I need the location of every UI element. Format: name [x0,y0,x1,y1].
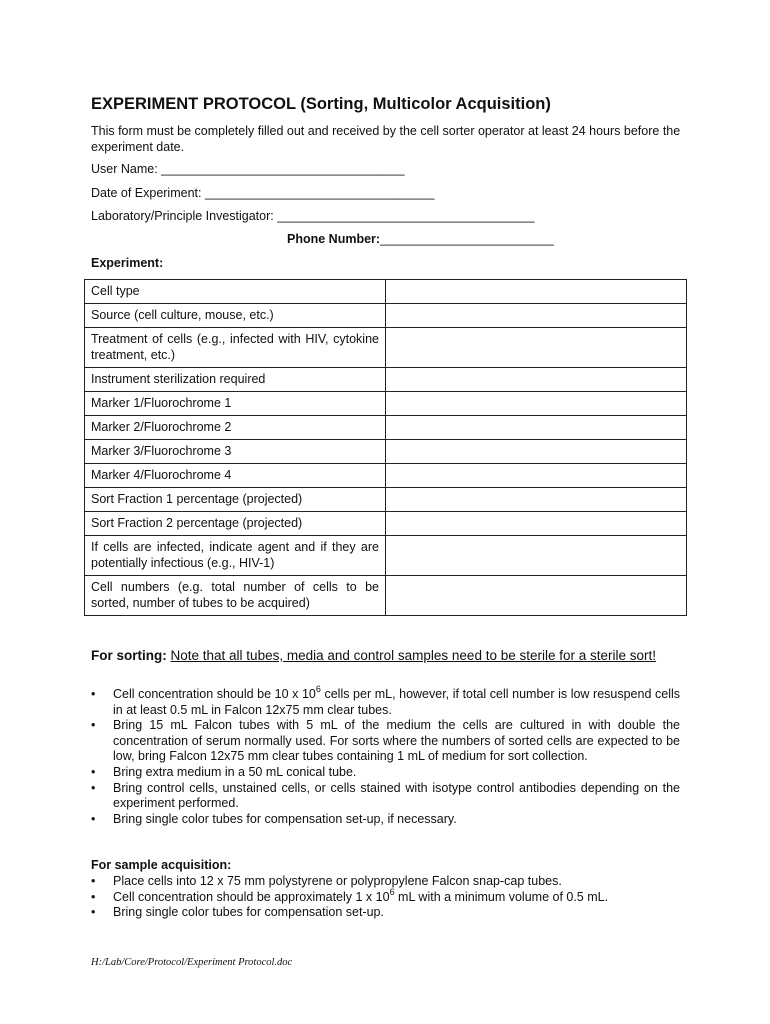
list-item [91,684,680,718]
list-item [91,718,680,765]
row-value [386,416,687,440]
list-item [91,874,680,890]
phone-number-label: Phone Number: [287,232,381,246]
row-label: Cell type [85,280,386,304]
table-row [85,328,687,368]
row-value [386,488,687,512]
user-name-field: User Name: ___________________________________ [91,162,405,176]
phone-number-field [287,232,554,246]
row-label: Cell numbers (e.g. total number of cells to be sorted, number of tubes to be acquired) [85,576,386,616]
row-value [386,304,687,328]
table-row [85,512,687,536]
row-value [386,512,687,536]
bullet-text: Bring control cells, unstained cells, or cells stained with isotype control antibodies depending on the experiment performed. [113,780,680,811]
row-value [386,368,687,392]
row-label: Sort Fraction 1 percentage (projected) [85,488,386,512]
file-path-footer: H:/Lab/Core/Protocol/Experiment Protocol.doc [91,957,293,968]
bullet-text-post: mL with a minimum volume of 0.5 mL. [394,889,609,904]
bullet-icon: • [91,889,96,904]
list-item [91,812,680,828]
row-label: Sort Fraction 2 percentage (projected) [85,512,386,536]
sorting-bullet-list [91,684,680,827]
list-item [91,781,680,812]
exponent: 6 [389,886,395,897]
experiment-label: Experiment: [91,256,164,270]
list-item [91,765,680,781]
row-value [386,536,687,576]
bullet-icon: • [91,811,96,826]
bullet-text-pre: Cell concentration should be 10 x 10 [113,687,316,701]
row-label: Marker 4/Fluorochrome 4 [85,464,386,488]
row-label: If cells are infected, indicate agent and if they are potentially infectious (e.g., HIV-1) [85,536,386,576]
bullet-text: Place cells into 12 x 75 mm polystyrene or polypropylene Falcon snap-cap tubes. [113,874,562,888]
row-value [386,464,687,488]
table-row [85,416,687,440]
sorting-heading [91,648,680,664]
bullet-text-pre: Cell concentration should be approximately 1 x 10 [113,889,390,904]
row-label: Instrument sterilization required [85,368,386,392]
list-item [91,905,680,921]
experiment-date-field: Date of Experiment: _________________________________ [91,186,435,200]
phone-number-line: _________________________ [380,232,554,246]
bullet-text: Bring single color tubes for compensation set-up, if necessary. [113,811,457,826]
row-label: Treatment of cells (e.g., infected with HIV, cytokine treatment, etc.) [85,328,386,368]
bullet-icon: • [91,718,96,733]
row-value [386,576,687,616]
acquisition-label: For sample acquisition: [91,858,232,872]
exponent: 6 [315,684,321,694]
bullet-text: Bring extra medium in a 50 mL conical tube. [113,764,357,779]
row-value [386,440,687,464]
table-row [85,488,687,512]
row-label: Marker 2/Fluorochrome 2 [85,416,386,440]
table-row [85,304,687,328]
experiment-table [84,279,687,616]
table-row [85,464,687,488]
document-title: EXPERIMENT PROTOCOL (Sorting, Multicolor Acquisition) [91,95,551,113]
bullet-icon: • [91,780,96,795]
table-row [85,368,687,392]
lab-pi-field: Laboratory/Principle Investigator: _____________________________________ [91,209,535,223]
row-label: Marker 1/Fluorochrome 1 [85,392,386,416]
table-row [85,392,687,416]
bullet-text: Bring single color tubes for compensation set-up. [113,905,384,920]
row-label: Marker 3/Fluorochrome 3 [85,440,386,464]
bullet-icon: • [91,905,96,920]
bullet-icon: • [91,764,96,779]
sorting-label: For sorting: [91,648,167,663]
table-row [85,536,687,576]
table-row [85,576,687,616]
row-value [386,392,687,416]
acquisition-bullet-list [91,874,680,921]
sterile-note: Note that all tubes, media and control samples need to be sterile for a sterile sort! [170,648,657,663]
table-row [85,280,687,304]
list-item [91,886,680,906]
bullet-text: Bring 15 mL Falcon tubes with 5 mL of the medium the cells are cultured in with double the concentration of serum normally used. For sorts where the numbers of sorted cells are expected to be low, bring Falcon 12x75 mm clear tubes containing 1 mL of medium for sort collection. [113,718,680,764]
row-value [386,280,687,304]
bullet-icon: • [91,874,96,888]
table-row [85,440,687,464]
row-label: Source (cell culture, mouse, etc.) [85,304,386,328]
row-value [386,328,687,368]
intro-text: This form must be completely filled out and received by the cell sorter operator at least 24 hours before the experiment date. [91,124,681,154]
bullet-text-post: cells per mL, however, if total cell number is low resuspend cells in at least 0.5 mL in Falcon 12x75 mm clear tubes. [113,687,680,717]
bullet-icon: • [91,687,96,701]
